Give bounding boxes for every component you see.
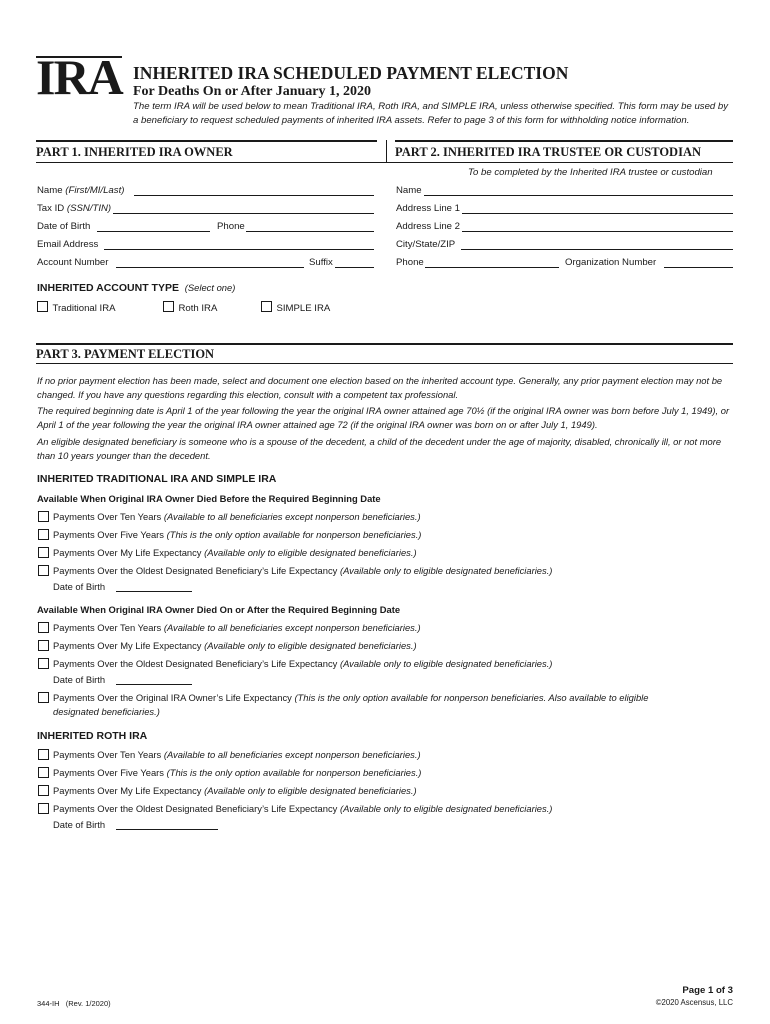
part3-top-rule bbox=[36, 343, 733, 345]
option-trad-before-ten bbox=[53, 511, 421, 522]
option-text: Payments Over My Life Expectancy bbox=[53, 785, 202, 796]
account-type-heading bbox=[37, 282, 235, 294]
owner-phone-field[interactable] bbox=[246, 231, 374, 232]
checkbox-roth-ten[interactable] bbox=[38, 749, 49, 760]
account-type-simple[interactable] bbox=[261, 298, 330, 316]
option-note: (This is the only option available for nonperson beneficiaries.) bbox=[166, 767, 422, 778]
suffix-field[interactable] bbox=[335, 267, 374, 268]
intro-text: The term IRA will be used below to mean Traditional IRA, Roth IRA, and SIMPLE IRA, unless otherwise specified. This form may be used by a beneficiary to request scheduled payments of inherited IRA assets. Refer to page 3 of this form for withholding notice information. bbox=[133, 101, 729, 126]
roth-label: Roth IRA bbox=[178, 303, 218, 314]
option-trad-before-mylife bbox=[53, 547, 417, 558]
account-type-label: INHERITED ACCOUNT TYPE bbox=[37, 282, 179, 294]
option-note: (Available only to eligible designated beneficiaries.) bbox=[204, 547, 417, 558]
part3-title: PART 3. PAYMENT ELECTION bbox=[36, 347, 215, 361]
owner-email-field[interactable] bbox=[104, 249, 374, 250]
address1-label: Address Line 1 bbox=[396, 203, 460, 214]
ira-logo: IRA bbox=[36, 49, 122, 105]
option-note: (This is the only option available for nonperson beneficiaries.) bbox=[166, 529, 422, 540]
part1-top-rule bbox=[36, 140, 377, 142]
option-text: Payments Over My Life Expectancy bbox=[53, 640, 202, 651]
option-trad-before-five bbox=[53, 529, 421, 540]
trustee-name-field[interactable] bbox=[424, 195, 733, 196]
option-note: (Available only to eligible designated beneficiaries.) bbox=[339, 658, 553, 669]
form-id: 344-IH (Rev. 1/2020) bbox=[37, 999, 111, 1008]
option-text: Payments Over Five Years bbox=[53, 529, 164, 540]
address1-field[interactable] bbox=[462, 213, 733, 214]
trad-after-dob-field[interactable] bbox=[116, 684, 192, 685]
option-text: Payments Over Ten Years bbox=[53, 622, 162, 633]
part-divider bbox=[386, 140, 387, 163]
part3-para-2: The required beginning date is April 1 of the year following the year the original IRA owner attained age 70½ (if the original IRA owner was born before July 1, 1949), or April 1 of the year following the year the original IRA owner attained age 72 (if the original IRA owner was born on or after July 1, 1949). bbox=[37, 405, 730, 430]
form-title: INHERITED IRA SCHEDULED PAYMENT ELECTION bbox=[133, 63, 569, 83]
checkbox-roth-oldest[interactable] bbox=[38, 803, 49, 814]
option-note: (Available to all beneficiaries except nonperson beneficiaries.) bbox=[163, 749, 421, 760]
owner-email-label: Email Address bbox=[37, 239, 99, 250]
part3-para-3: An eligible designated beneficiary is someone who is a spouse of the decedent, a child of the decedent under the age of majority, disabled, chronically ill, or not more than 10 years younger than the decedent. bbox=[37, 436, 722, 461]
checkbox-trad-after-ownerlife[interactable] bbox=[38, 692, 49, 703]
trustee-name-label: Name bbox=[396, 185, 422, 196]
owner-phone-label: Phone bbox=[217, 221, 245, 232]
trustee-phone-field[interactable] bbox=[425, 267, 559, 268]
owner-dob-label: Date of Birth bbox=[37, 221, 91, 232]
roth-dob-label: Date of Birth bbox=[53, 819, 106, 830]
option-roth-mylife bbox=[53, 785, 417, 796]
part-header-rule bbox=[36, 162, 733, 163]
owner-name-label-text: Name bbox=[37, 185, 63, 196]
checkbox-trad-after-mylife[interactable] bbox=[38, 640, 49, 651]
option-note: (Available only to eligible designated beneficiaries.) bbox=[339, 565, 553, 576]
checkbox-trad-before-oldest[interactable] bbox=[38, 565, 49, 576]
owner-dob-field[interactable] bbox=[97, 231, 210, 232]
owner-name-field[interactable] bbox=[134, 195, 374, 196]
checkbox-trad-after-oldest[interactable] bbox=[38, 658, 49, 669]
part3-header-rule bbox=[36, 363, 733, 364]
option-text: Payments Over the Oldest Designated Beneficiary’s Life Expectancy bbox=[53, 658, 338, 669]
cityzip-label: City/State/ZIP bbox=[396, 239, 456, 250]
trustee-phone-label: Phone bbox=[396, 257, 424, 268]
part2-title: PART 2. INHERITED IRA TRUSTEE OR CUSTODIAN bbox=[395, 145, 701, 159]
account-type-roth[interactable] bbox=[163, 298, 217, 316]
option-note: (Available only to eligible designated beneficiaries.) bbox=[204, 785, 417, 796]
option-trad-after-mylife bbox=[53, 640, 417, 651]
checkbox-traditional[interactable] bbox=[37, 301, 48, 312]
org-number-field[interactable] bbox=[664, 267, 733, 268]
option-trad-after-ownerlife bbox=[53, 692, 648, 703]
checkbox-simple[interactable] bbox=[261, 301, 272, 312]
owner-taxid-hint: (SSN/TIN) bbox=[66, 203, 112, 214]
before-rbd-heading: Available When Original IRA Owner Died Before the Required Beginning Date bbox=[37, 493, 381, 504]
checkbox-roth-mylife[interactable] bbox=[38, 785, 49, 796]
part2-note: To be completed by the Inherited IRA trustee or custodian bbox=[468, 167, 713, 178]
account-type-traditional[interactable] bbox=[37, 298, 116, 316]
account-type-hint: (Select one) bbox=[184, 282, 236, 293]
owner-taxid-field[interactable] bbox=[113, 213, 374, 214]
trad-before-dob-label: Date of Birth bbox=[53, 581, 106, 592]
option-note: (Available only to eligible designated beneficiaries.) bbox=[204, 640, 417, 651]
option-note-continued: designated beneficiaries.) bbox=[53, 706, 160, 717]
option-roth-ten bbox=[53, 749, 421, 760]
checkbox-roth[interactable] bbox=[163, 301, 174, 312]
checkbox-roth-five[interactable] bbox=[38, 767, 49, 778]
option-roth-five bbox=[53, 767, 421, 778]
account-number-field[interactable] bbox=[116, 267, 304, 268]
option-text: Payments Over Five Years bbox=[53, 767, 164, 778]
owner-taxid-label-text: Tax ID bbox=[37, 203, 65, 214]
option-text: Payments Over Ten Years bbox=[53, 749, 162, 760]
option-note: (This is the only option available for nonperson beneficiaries. Also available to eligible bbox=[294, 692, 649, 703]
owner-name-hint: (First/MI/Last) bbox=[65, 185, 125, 196]
part1-title: PART 1. INHERITED IRA OWNER bbox=[36, 145, 233, 159]
page-number: Page 1 of 3 bbox=[682, 985, 733, 996]
checkbox-trad-before-mylife[interactable] bbox=[38, 547, 49, 558]
owner-name-label bbox=[37, 185, 124, 196]
option-text: Payments Over the Original IRA Owner’s Life Expectancy bbox=[53, 692, 292, 703]
trad-before-dob-field[interactable] bbox=[116, 591, 192, 592]
copyright: ©2020 Ascensus, LLC bbox=[655, 998, 733, 1007]
option-text: Payments Over the Oldest Designated Beneficiary’s Life Expectancy bbox=[53, 803, 338, 814]
checkbox-trad-after-ten[interactable] bbox=[38, 622, 49, 633]
option-trad-after-oldest bbox=[53, 658, 552, 669]
option-text: Payments Over My Life Expectancy bbox=[53, 547, 202, 558]
part3-para-1: If no prior payment election has been made, select and document one election based on the inherited account type. Generally, any prior payment election may not be changed. If you have any questions regarding this election, consult with a competent tax professional. bbox=[37, 375, 723, 400]
checkbox-trad-before-ten[interactable] bbox=[38, 511, 49, 522]
option-trad-after-ten bbox=[53, 622, 421, 633]
address2-label: Address Line 2 bbox=[396, 221, 460, 232]
simple-label: SIMPLE IRA bbox=[276, 303, 331, 314]
account-number-label: Account Number bbox=[37, 257, 109, 268]
option-trad-before-oldest bbox=[53, 565, 552, 576]
address2-field[interactable] bbox=[462, 231, 733, 232]
option-note: (Available only to eligible designated beneficiaries.) bbox=[339, 803, 553, 814]
traditional-label: Traditional IRA bbox=[52, 303, 116, 314]
cityzip-field[interactable] bbox=[461, 249, 733, 250]
part2-top-rule bbox=[395, 140, 733, 142]
org-number-label: Organization Number bbox=[565, 257, 657, 268]
option-text: Payments Over Ten Years bbox=[53, 511, 162, 522]
checkbox-trad-before-five[interactable] bbox=[38, 529, 49, 540]
after-rbd-heading: Available When Original IRA Owner Died On or After the Required Beginning Date bbox=[37, 604, 401, 615]
suffix-label: Suffix bbox=[309, 257, 333, 268]
trad-after-dob-label: Date of Birth bbox=[53, 674, 106, 685]
roth-heading: INHERITED ROTH IRA bbox=[37, 730, 148, 742]
option-roth-oldest bbox=[53, 803, 552, 814]
roth-dob-field[interactable] bbox=[116, 829, 218, 830]
traditional-simple-heading: INHERITED TRADITIONAL IRA AND SIMPLE IRA bbox=[37, 473, 277, 485]
owner-taxid-label bbox=[37, 203, 111, 214]
option-text: Payments Over the Oldest Designated Beneficiary’s Life Expectancy bbox=[53, 565, 338, 576]
option-note: (Available to all beneficiaries except nonperson beneficiaries.) bbox=[163, 511, 421, 522]
option-note: (Available to all beneficiaries except nonperson beneficiaries.) bbox=[163, 622, 421, 633]
form-subtitle: For Deaths On or After January 1, 2020 bbox=[133, 84, 371, 99]
